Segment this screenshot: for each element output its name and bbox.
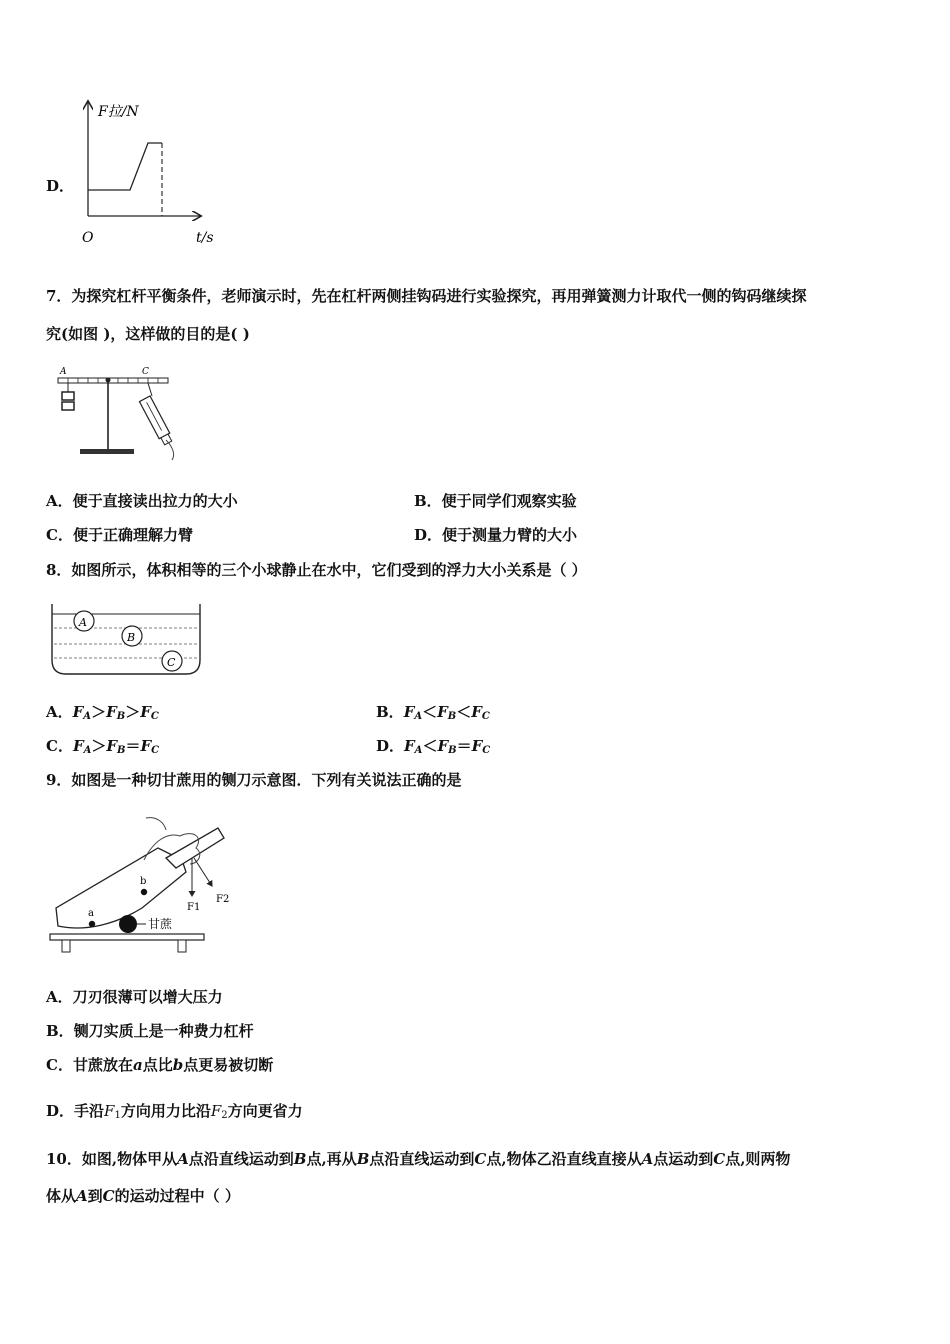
q8-stem: 8．如图所示，体积相等的三个小球静止在水中，它们受到的浮力大小关系是（ ）: [46, 561, 587, 579]
x-axis-label: t/s: [196, 230, 214, 246]
q8-option-a: A．$F_A>F_B>F_C$: [46, 703, 159, 722]
blade: [56, 848, 186, 928]
q7-option-b: B．便于同学们观察实验: [414, 492, 577, 510]
q8-option-d: D．$F_A<F_B=F_C$: [376, 737, 491, 756]
sugarcane: [119, 915, 137, 933]
force-curve: [88, 143, 162, 190]
base-leg-left: [62, 940, 70, 952]
base-leg-right: [178, 940, 186, 952]
q7-option-a: A．便于直接读出拉力的大小: [46, 492, 238, 510]
weight-2: [62, 402, 74, 410]
point-b: [141, 889, 147, 895]
q7-lever-figure: [44, 362, 194, 462]
ball-c-label: C: [167, 656, 176, 669]
q6-force-time-graph: [72, 96, 232, 252]
q9-option-d: D．手沿$F_1$方向用力比沿$F_2$方向更省力: [46, 1102, 303, 1121]
q7-option-c: C．便于正确理解力臂: [46, 526, 193, 544]
label-a: a: [88, 908, 94, 919]
q7-stem-line1: 7．为探究杠杆平衡条件，老师演示时，先在杠杆两侧挂钩码进行实验探究，再用弹簧测力计取代一侧的钩码继续探: [46, 287, 807, 305]
label-f2: F2: [216, 894, 230, 905]
force-f2-arrow: [194, 858, 212, 886]
ball-a-label: A: [79, 616, 87, 629]
lever-bar: [58, 378, 168, 383]
q9-stem: 9．如图是一种切甘蔗用的铡刀示意图．下列有关说法正确的是: [46, 771, 462, 789]
q9-cutter-figure: [46, 812, 246, 962]
weight-1: [62, 392, 74, 400]
label-a: A: [60, 367, 67, 377]
label-sugarcane: 甘蔗: [148, 917, 173, 931]
q7-stem-line2: 究(如图 )，这样做的目的是( ): [46, 325, 250, 343]
q7-option-d: D．便于测量力臂的大小: [414, 526, 578, 544]
q8-option-c: C．$F_A>F_B=F_C$: [46, 737, 160, 756]
spring-scale: [139, 396, 173, 446]
q10-stem-line2: 体从A到C的运动过程中（ ）: [46, 1187, 240, 1205]
q9-option-a: A．刀刃很薄可以增大压力: [46, 988, 223, 1006]
label-f1: F1: [187, 902, 201, 913]
q10-stem-line1: 10．如图,物体甲从A点沿直线运动到B点,再从B点沿直线运动到C点,物体乙沿直线直接从A点运动到C点,则两物: [46, 1150, 791, 1168]
q8-option-b: B．$F_A<F_B<F_C$: [376, 703, 490, 722]
label-b: b: [140, 876, 147, 887]
base-board: [50, 934, 204, 940]
origin-label: O: [82, 230, 94, 246]
q9-option-c: C．甘蔗放在a点比b点更易被切断: [46, 1056, 274, 1074]
q6-option-d-label: D．: [46, 177, 75, 195]
q9-option-b: B．铡刀实质上是一种费力杠杆: [46, 1022, 254, 1040]
label-c: C: [142, 367, 149, 377]
ball-b-label: B: [127, 631, 136, 644]
y-axis-label: F拉/N: [98, 104, 139, 120]
handle: [166, 828, 224, 868]
q8-water-figure: [50, 600, 202, 680]
stand-base: [80, 449, 134, 454]
point-a: [89, 921, 95, 927]
